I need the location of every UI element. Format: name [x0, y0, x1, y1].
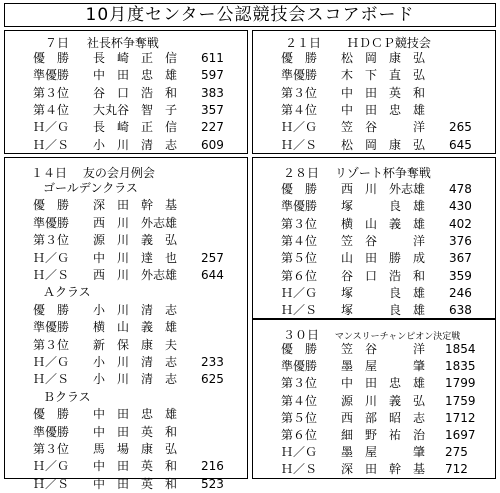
rank-label: 第３位 — [281, 85, 318, 100]
result-row — [5, 67, 247, 84]
player-name: 塚 良 雄 — [341, 303, 426, 318]
result-row — [5, 319, 247, 336]
player-name: 中 田 忠 雄 — [93, 68, 178, 83]
score-value: 265 — [449, 120, 472, 135]
rank-label: 優 勝 — [281, 51, 318, 65]
score-value: 359 — [449, 268, 472, 283]
player-name: 山 田 勝 成 — [341, 251, 426, 266]
player-name: 長 崎 正 信 — [93, 51, 178, 65]
rank-label: 第５位 — [281, 251, 318, 266]
score-value: 216 — [201, 459, 224, 474]
player-name: 笠 谷 洋 — [341, 120, 426, 135]
result-row — [253, 119, 495, 136]
panel-28 — [252, 157, 496, 319]
result-row — [5, 302, 247, 319]
player-name: 谷 口 浩 和 — [93, 85, 178, 100]
player-name: 笠 谷 洋 — [341, 342, 426, 356]
score-value: 233 — [201, 355, 224, 369]
player-name: 中 田 英 和 — [93, 459, 178, 474]
rank-label: Ｈ／Ｓ — [33, 372, 70, 387]
result-row — [5, 85, 247, 102]
score-value: 367 — [449, 251, 472, 266]
rank-label: 第３位 — [33, 337, 70, 352]
score-value: 376 — [449, 233, 472, 248]
result-row — [253, 285, 495, 302]
player-name: 松 岡 康 弘 — [341, 51, 426, 65]
result-row — [253, 102, 495, 119]
rank-label: 優 勝 — [33, 198, 70, 213]
result-row — [253, 461, 495, 478]
player-name: 谷 口 浩 和 — [341, 268, 426, 283]
result-row — [5, 232, 247, 249]
player-name: 深 田 幹 基 — [93, 198, 178, 213]
panel-14-day: １４日 — [31, 166, 68, 180]
rank-label: 第４位 — [281, 233, 318, 248]
player-name: 中 川 達 也 — [93, 250, 178, 265]
player-name: 長 崎 正 信 — [93, 120, 178, 135]
rank-label: 優 勝 — [33, 302, 70, 317]
player-name: 源 川 義 弘 — [341, 393, 426, 408]
rank-label: Ｈ／Ｇ — [33, 355, 70, 369]
rank-label: 優 勝 — [281, 182, 318, 196]
player-name: 中 田 英 和 — [93, 424, 178, 439]
rank-label: 準優勝 — [33, 424, 70, 439]
score-value: 645 — [449, 137, 472, 152]
rank-label: 第３位 — [33, 442, 70, 456]
result-row — [5, 137, 247, 154]
result-row — [253, 85, 495, 102]
rank-label: 準優勝 — [281, 359, 318, 374]
player-name: 源 川 義 弘 — [93, 233, 178, 248]
result-row — [5, 215, 247, 232]
player-name: 中 田 忠 雄 — [341, 102, 426, 117]
score-value: 402 — [449, 216, 472, 231]
rank-label: 第３位 — [33, 85, 70, 100]
result-row — [5, 441, 247, 458]
player-name: 中 田 英 和 — [93, 476, 178, 491]
rank-label: 第４位 — [33, 102, 70, 117]
result-row — [5, 119, 247, 136]
result-row — [253, 216, 495, 233]
class-title: ゴールデンクラス — [43, 181, 138, 195]
panel-7 — [4, 30, 248, 154]
rank-label: 準優勝 — [33, 68, 70, 83]
rank-label: 第３位 — [33, 233, 70, 248]
rank-label: Ｈ／Ｇ — [281, 285, 318, 300]
player-name: 墨 屋 肇 — [341, 445, 426, 460]
score-value: 383 — [201, 85, 224, 100]
rank-label: 準優勝 — [33, 320, 70, 335]
score-value: 1799 — [445, 376, 476, 391]
rank-label: 準優勝 — [281, 68, 318, 83]
result-row — [5, 406, 247, 423]
player-name: 西 川 外志雄 — [341, 182, 426, 196]
player-name: 塚 良 雄 — [341, 285, 426, 300]
result-row — [5, 337, 247, 354]
result-row — [253, 375, 495, 392]
score-value: 611 — [201, 51, 224, 65]
rank-label: 準優勝 — [281, 199, 318, 214]
result-row — [253, 181, 495, 198]
rank-label: 第３位 — [281, 376, 318, 391]
panel-21-header — [285, 34, 431, 51]
player-name: 深 田 幹 基 — [341, 462, 426, 477]
score-value: 1854 — [445, 342, 476, 356]
panel-28-header — [283, 164, 431, 181]
rank-label: Ｈ／Ｇ — [281, 120, 318, 135]
panel-28-day: ２８日 — [283, 166, 320, 180]
player-name: 中 田 英 和 — [341, 85, 426, 100]
player-name: 笠 谷 洋 — [341, 233, 426, 248]
result-row — [253, 67, 495, 84]
rank-label: Ｈ／Ｓ — [33, 268, 70, 282]
rank-label: 第３位 — [281, 216, 318, 231]
score-value: 430 — [449, 199, 472, 214]
rank-label: Ｈ／Ｓ — [33, 137, 70, 152]
score-value: 275 — [445, 445, 468, 460]
panel-21-name: ＨＤＣＰ競技会 — [346, 36, 431, 50]
panel-7-name: 社長杯争奪戦 — [86, 36, 159, 50]
panel-30-name: マンスリーチャンピオン決定戦 — [334, 332, 461, 342]
panel-14-header — [31, 164, 155, 181]
score-value: 644 — [201, 268, 224, 282]
score-value: 609 — [201, 137, 224, 152]
panel-21-day: ２１日 — [285, 36, 322, 50]
player-name: 松 岡 康 弘 — [341, 137, 426, 152]
rank-label: Ｈ／Ｓ — [281, 137, 318, 152]
score-value: 257 — [201, 250, 224, 265]
result-row — [253, 341, 495, 358]
score-value: 625 — [201, 372, 224, 387]
result-row — [253, 444, 495, 461]
score-value: 523 — [201, 476, 224, 491]
score-value: 227 — [201, 120, 224, 135]
rank-label: 準優勝 — [33, 215, 70, 230]
rank-label: Ｈ／Ｓ — [281, 303, 318, 318]
result-row — [5, 250, 247, 267]
panel-7-day: ７日 — [45, 36, 70, 50]
rank-label: 第６位 — [281, 428, 318, 442]
result-row — [5, 50, 247, 67]
score-value: 246 — [449, 285, 472, 300]
result-row — [5, 197, 247, 214]
player-name: 中 田 忠 雄 — [93, 407, 178, 422]
player-name: 木 下 直 弘 — [341, 68, 426, 83]
rank-label: 第６位 — [281, 268, 318, 283]
player-name: 塚 良 雄 — [341, 199, 426, 214]
result-row — [253, 137, 495, 154]
player-name: 横 山 義 雄 — [93, 320, 178, 335]
result-row — [253, 393, 495, 410]
player-name: 横 山 義 雄 — [341, 216, 426, 231]
panel-30 — [252, 319, 496, 479]
result-row — [253, 50, 495, 67]
score-value: 1697 — [445, 428, 476, 442]
rank-label: 優 勝 — [33, 407, 70, 422]
result-row — [253, 427, 495, 444]
score-value: 357 — [201, 102, 224, 117]
player-name: 小 川 清 志 — [93, 302, 178, 317]
result-row — [253, 268, 495, 285]
score-value: 638 — [449, 303, 472, 318]
result-row — [253, 250, 495, 267]
rank-label: Ｈ／Ｇ — [33, 120, 70, 135]
rank-label: Ｈ／Ｇ — [281, 445, 318, 460]
result-row — [5, 267, 247, 284]
result-row — [5, 458, 247, 475]
player-name: 小 川 清 志 — [93, 137, 178, 152]
result-row — [253, 302, 495, 319]
rank-label: 第４位 — [281, 393, 318, 408]
score-value: 1759 — [445, 393, 476, 408]
rank-label: 優 勝 — [33, 51, 70, 65]
rank-label: 優 勝 — [281, 342, 318, 356]
result-row — [5, 354, 247, 371]
rank-label: Ｈ／Ｇ — [33, 459, 70, 474]
result-row — [253, 233, 495, 250]
rank-label: Ｈ／Ｓ — [281, 462, 318, 477]
panel-14-name: 友の会月例会 — [82, 166, 155, 180]
panel-30-day: ３０日 — [283, 328, 320, 342]
player-name: 中 田 忠 雄 — [341, 376, 426, 391]
rank-label: Ｈ／Ｇ — [33, 250, 70, 265]
class-title: Ａクラス — [43, 285, 91, 300]
result-row — [5, 102, 247, 119]
player-name: 新 保 康 夫 — [93, 337, 178, 352]
player-name: 墨 屋 肇 — [341, 359, 426, 374]
score-value: 712 — [445, 462, 468, 477]
player-name: 西 部 昭 志 — [341, 410, 426, 425]
result-row — [253, 410, 495, 427]
rank-label: 第４位 — [281, 102, 318, 117]
player-name: 小 川 清 志 — [93, 355, 178, 369]
page-title: 10月度センター公認競技会スコアボード — [4, 3, 496, 27]
panel-28-name: リゾート杯争奪戦 — [334, 166, 431, 180]
score-value: 597 — [201, 68, 224, 83]
player-name: 西 川 外志雄 — [93, 215, 178, 230]
player-name: 大丸谷 智 子 — [93, 102, 178, 117]
class-title: Ｂクラス — [43, 389, 91, 404]
rank-label: 第５位 — [281, 410, 318, 425]
result-row — [5, 476, 247, 493]
result-row — [253, 358, 495, 375]
result-row — [253, 198, 495, 215]
panel-7-header — [45, 34, 159, 51]
result-row — [5, 371, 247, 388]
rank-label: Ｈ／Ｓ — [33, 476, 70, 491]
player-name: 小 川 清 志 — [93, 372, 178, 387]
result-row — [5, 424, 247, 441]
score-value: 478 — [449, 182, 472, 196]
player-name: 西 川 外志雄 — [93, 268, 178, 282]
score-value: 1712 — [445, 410, 476, 425]
player-name: 馬 場 康 弘 — [93, 442, 178, 456]
panel-14 — [4, 157, 248, 491]
score-value: 1835 — [445, 359, 476, 374]
player-name: 細 野 祐 治 — [341, 428, 426, 442]
panel-21 — [252, 30, 496, 154]
